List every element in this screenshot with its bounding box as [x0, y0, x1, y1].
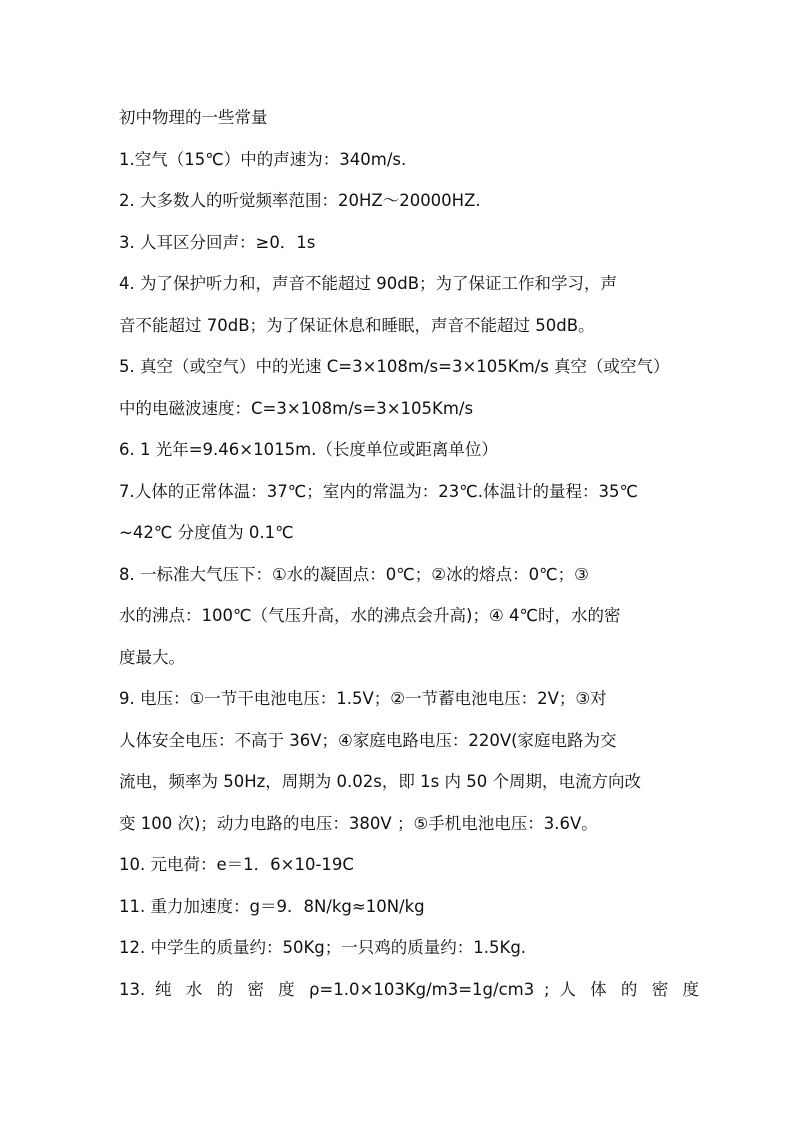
text-line: 11. 重力加速度：g＝9．8N/kg≈10N/kg [119, 896, 425, 916]
text-line: 7.人体的正常体温：37℃；室内的常温为：23℃.体温计的量程：35℃ [119, 481, 639, 501]
document-body [119, 104, 699, 1017]
text-line: 13. 纯 水 的 密 度 ρ=1.0×103Kg/m3=1g/cm3 ; 人 体 的 密 度 [119, 979, 699, 999]
text-line: 9. 电压：①一节干电池电压：1.5V；②一节蓄电池电压：2V；③对 [119, 689, 607, 708]
text-line: 10. 元电荷：e＝1．6×10-19C [119, 855, 354, 874]
text-line: 度最大。 [119, 647, 185, 667]
text-line: 3. 人耳区分回声：≥0．1s [119, 232, 316, 252]
text-line: 2. 大多数人的听觉频率范围：20HZ～20000HZ. [119, 191, 481, 210]
text-line: 6. 1 光年=9.46×1015m.（长度单位或距离单位） [119, 440, 498, 459]
document-title: 初中物理的一些常量 [119, 108, 268, 127]
text-line: 12. 中学生的质量约：50Kg；一只鸡的质量约：1.5Kg. [119, 938, 527, 957]
text-line: 流电，频率为 50Hz，周期为 0.02s，即 1s 内 50 个周期，电流方向改 [119, 772, 641, 791]
text-line: 人体安全电压：不高于 36V；④家庭电路电压：220V(家庭电路为交 [119, 730, 617, 750]
text-line: ~42℃ 分度值为 0.1℃ [119, 523, 294, 542]
text-line: 5. 真空（或空气）中的光速 C=3×108m/s=3×105Km/s 真空（或空气） [119, 357, 670, 376]
text-line: 变 100 次)；动力电路的电压：380V ；⑤手机电池电压：3.6V。 [119, 813, 598, 833]
text-line: 水的沸点：100℃（气压升高，水的沸点会升高)；④ 4℃时，水的密 [119, 606, 621, 625]
text-line: 8. 一标准大气压下：①水的凝固点：0℃；②冰的熔点：0℃；③ [119, 564, 589, 584]
text-line: 1.空气（15℃）中的声速为：340m/s. [119, 149, 407, 169]
text-line: 4. 为了保护听力和，声音不能超过 90dB；为了保证工作和学习，声 [119, 274, 618, 293]
text-line: 中的电磁波速度：C=3×108m/s=3×105Km/s [119, 398, 474, 418]
text-line: 音不能超过 70dB；为了保证休息和睡眠，声音不能超过 50dB。 [119, 315, 595, 335]
